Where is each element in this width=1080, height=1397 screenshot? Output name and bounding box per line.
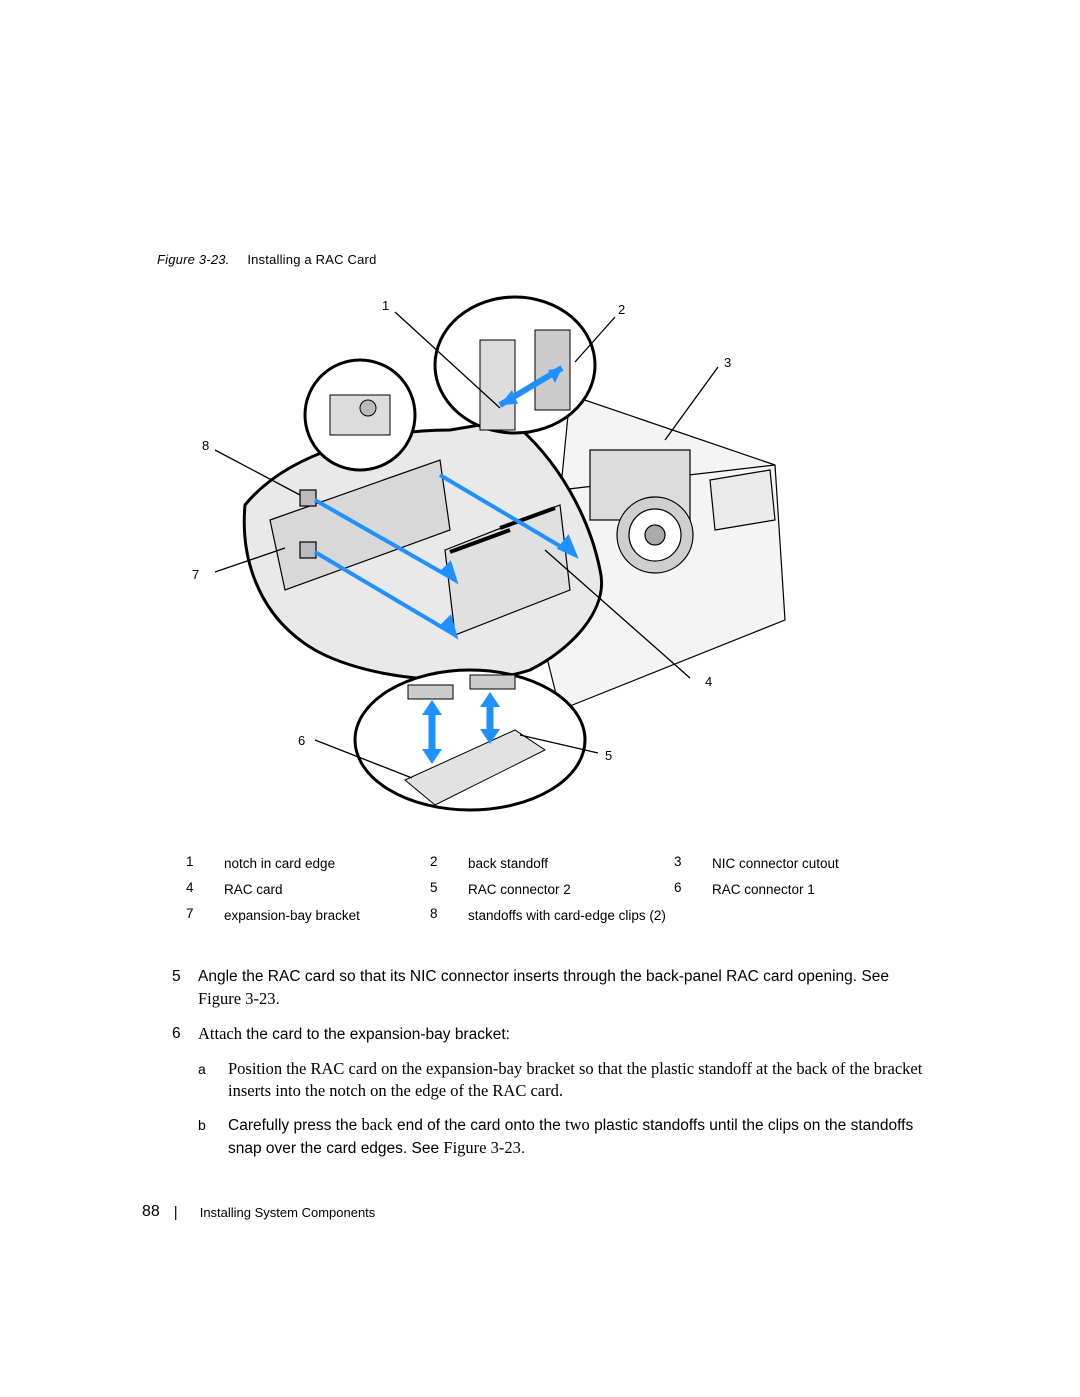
- legend-row: [180, 854, 880, 880]
- figure-label: Figure 3-23.: [157, 252, 230, 267]
- substep-text: Carefully press the: [228, 1117, 362, 1134]
- legend-num: 7: [186, 906, 194, 921]
- figure-caption: [157, 252, 377, 267]
- connector-inset: [355, 670, 585, 810]
- substep-word: two: [565, 1115, 590, 1134]
- substep-b: [198, 1114, 932, 1160]
- figure-legend: [180, 854, 880, 932]
- callout-5: 5: [605, 748, 613, 763]
- substep-text: end of the card onto the: [392, 1117, 566, 1134]
- legend-text: RAC connector 1: [712, 882, 815, 897]
- page-footer: [142, 1203, 375, 1221]
- figure-ref-link[interactable]: Figure 3-23: [198, 989, 276, 1008]
- step-text-lead: Attach: [198, 1024, 242, 1043]
- substep-word: back: [361, 1115, 393, 1134]
- step-6: [172, 1023, 932, 1046]
- legend-num: 8: [430, 906, 438, 921]
- legend-text: back standoff: [468, 856, 549, 871]
- step-number: 5: [172, 968, 181, 985]
- figure-title: Installing a RAC Card: [247, 252, 377, 267]
- legend-num: 5: [430, 880, 438, 895]
- procedure-steps: [172, 966, 932, 1172]
- callout-6: 6: [298, 733, 306, 748]
- legend-num: 2: [430, 854, 438, 869]
- standoff-inset: [305, 360, 415, 470]
- step-text: the card to the expansion-bay bracket:: [241, 1026, 510, 1043]
- section-title: Installing System Components: [199, 1204, 376, 1220]
- rac-card-illustration: [150, 290, 810, 830]
- callout-3: 3: [724, 355, 732, 370]
- legend-row: [180, 880, 880, 906]
- legend-text: NIC connector cutout: [712, 856, 839, 871]
- legend-row: [180, 906, 880, 932]
- legend-num: 3: [674, 854, 682, 869]
- substep-text: Position the RAC card on the expansion-bay bracket so that the plastic standoff at the back of the bracket inserts into the notch on the edge of the RAC card.: [228, 1059, 923, 1100]
- substep-text: plastic standoffs until the clips on the standoffs snap over the card edges. See: [228, 1117, 914, 1157]
- legend-num: 1: [186, 854, 194, 869]
- step-text: Angle the RAC card so that its NIC connector inserts through the back-panel RAC card opening. See: [198, 968, 889, 985]
- substep-a: [198, 1058, 932, 1102]
- step-text-end: .: [275, 991, 280, 1008]
- legend-num: [668, 906, 712, 932]
- callout-2: 2: [618, 302, 626, 317]
- legend-text: RAC card: [224, 882, 283, 897]
- callout-1: 1: [382, 298, 390, 313]
- callout-4: 4: [705, 674, 713, 689]
- substep-letter: b: [198, 1117, 206, 1133]
- legend-num: 6: [674, 880, 682, 895]
- legend-num: 4: [186, 880, 194, 895]
- footer-separator: |: [173, 1203, 178, 1221]
- substep-text-end: .: [520, 1140, 526, 1157]
- callout-8: 8: [202, 438, 210, 453]
- legend-text: expansion-bay bracket: [224, 908, 360, 923]
- callout-7: 7: [192, 567, 200, 582]
- legend-text: standoffs with card-edge clips (2): [468, 908, 666, 923]
- page-number: 88: [142, 1203, 160, 1220]
- legend-text: RAC connector 2: [468, 882, 571, 897]
- step-number: 6: [172, 1025, 181, 1042]
- substep-letter: a: [198, 1061, 206, 1077]
- step-5: [172, 966, 932, 1011]
- legend-text: notch in card edge: [224, 856, 336, 871]
- legend-text: [712, 906, 872, 932]
- notch-inset: [435, 297, 595, 433]
- figure-ref-link[interactable]: Figure 3-23: [443, 1138, 521, 1157]
